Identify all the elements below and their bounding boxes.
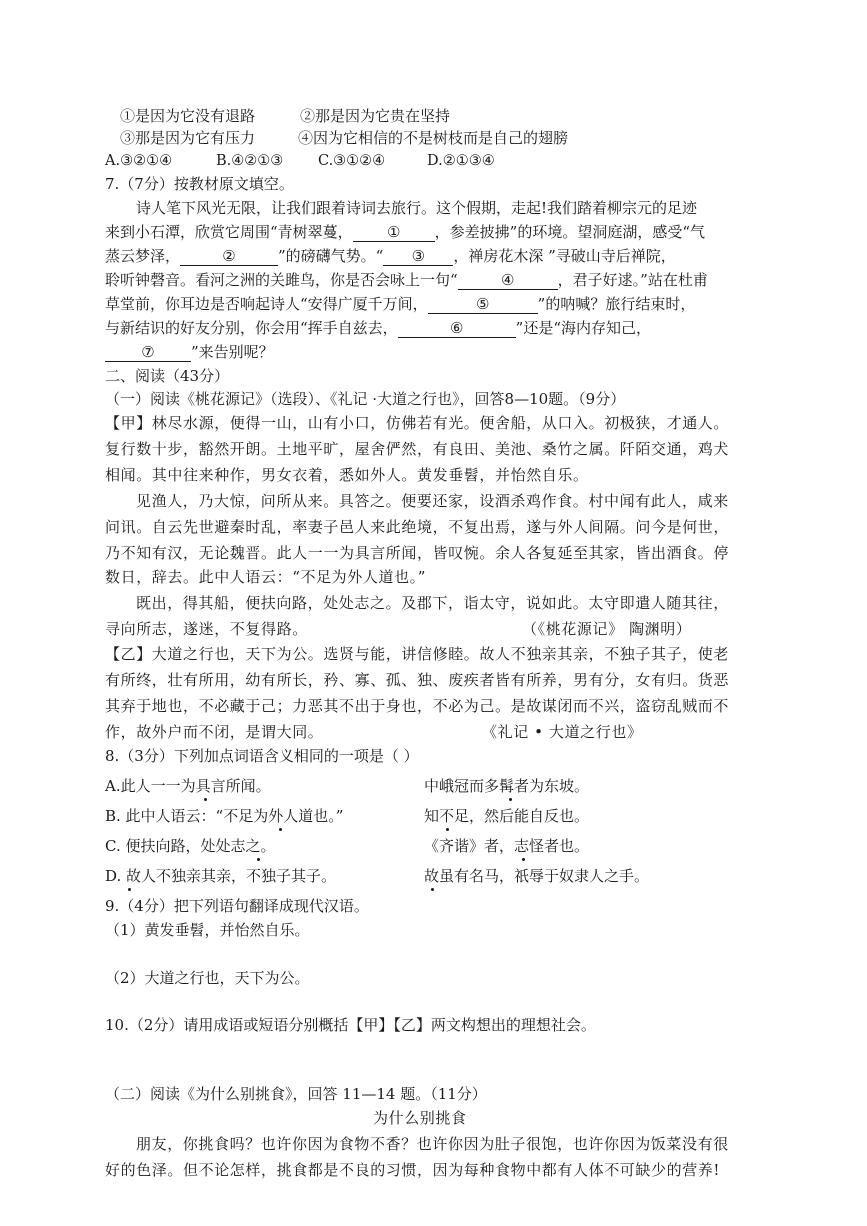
- q8-title: 8.（3分）下列加点词语含义相同的一项是（ ）: [105, 747, 419, 765]
- q7-line-3: 蒸云梦泽， ② ”的磅礴气势。“ ③ ，禅房花木深 ”寻破山寺后禅院，: [105, 247, 676, 265]
- q6-choice-d: D.②①③④: [427, 153, 495, 169]
- article-paragraph-line-1: 朋友，你挑食吗？也许你因为食物不香？也许你因为肚子很饱，也许你因为饭菜没有很: [136, 1135, 729, 1153]
- blank-1[interactable]: ①: [353, 223, 435, 242]
- q6-option-3: ③那是因为它有压力: [120, 129, 256, 147]
- q8-option-b-right: 知不足，然后能自反也。: [424, 807, 590, 825]
- yi-line-3: 其弃于地也，不必藏于己；力恶其不出于身也，不必为己。是故谋闭而不兴，盗窃乱贼而不: [105, 697, 730, 715]
- jia-line-5: 问讯。自云先世避秦时乱，率妻子邑人来此绝境，不复出焉，遂与外人间隔。问今是何世，: [105, 518, 730, 536]
- jia-line-1: 【甲】林尽水源，便得一山，山有小口，仿佛若有光。便舍船，从口入。初极狭，才通人。: [105, 414, 730, 432]
- q10-title: 10.（2分）请用成语或短语分别概括【甲】【乙】两文构想出的理想社会。: [105, 1016, 596, 1034]
- q9-sentence-1: （1）黄发垂髫，并怡然自乐。: [105, 921, 310, 939]
- blank-6[interactable]: ⑥: [398, 319, 516, 338]
- article-title: 为什么别挑食: [373, 1109, 467, 1127]
- jia-line-4: 见渔人，乃大惊，问所从来。具答之。便要还家，设酒杀鸡作食。村中闻有此人，咸来: [136, 492, 729, 510]
- yi-line-1: 【乙】大道之行也，天下为公。选贤与能，讲信修睦。故人不独亲其亲，不独子其子，使老: [105, 645, 730, 663]
- q7-line-4: 聆听钟磬音。看河之洲的关雎鸟，你是否会咏上一句“ ④ ，君子好逑。”站在杜甫: [105, 271, 708, 289]
- emphasis-dot: [432, 885, 433, 886]
- emphasis-dot: [280, 825, 281, 826]
- emphasis-dot: [447, 825, 448, 826]
- q7-line-2: 来到小石潭，欣赏它周围“青树翠蔓， ① ，参差披拂”的环境。望洞庭湖，感受“气: [105, 223, 706, 241]
- q8-option-d-left[interactable]: D. 故人不独亲其亲，不独子其子。: [105, 867, 337, 885]
- q8-option-c-right: 《齐谐》者，志怪者也。: [424, 837, 590, 855]
- emphasis-dot: [258, 855, 259, 856]
- q7-line-1: 诗人笔下风光无限，让我们跟着诗词去旅行。这个假期，走起!我们踏着柳宗元的足迹: [136, 199, 698, 217]
- q6-choice-a: A.③②①④: [105, 153, 173, 169]
- q7-title: 7.（7分）按教材原文填空。: [105, 175, 294, 193]
- blank-7[interactable]: ⑦: [105, 343, 191, 362]
- q6-option-2: ②那是因为它贵在坚持: [300, 107, 451, 125]
- emphasis-dot: [129, 885, 130, 886]
- jia-line-7: 数日，辞去。此中人语云：“不足为外人道也。”: [105, 568, 427, 586]
- emphasis-dot: [205, 795, 206, 796]
- yi-source: 《礼记 • 大道之行也》: [482, 723, 643, 741]
- q7-line-7: ⑦ ”来告别呢？: [105, 342, 274, 362]
- emphasis-dot: [510, 795, 511, 796]
- q7-line-5: 草堂前，你耳边是否响起诗人“安得广厦千万间， ⑤ ”的呐喊？旅行结束时，: [105, 295, 696, 313]
- blank-2[interactable]: ②: [180, 247, 278, 266]
- blank-5[interactable]: ⑤: [428, 295, 538, 314]
- q6-choice-b: B.④②①③: [216, 153, 284, 169]
- jia-line-6: 乃不知有汉，无论魏晋。此人一一为具言所闻，皆叹惋。余人各复延至其家，皆出酒食。停: [105, 544, 730, 562]
- jia-line-8: 既出，得其船，便扶向路，处处志之。及郡下，诣太守，说如此。太守即遣人随其往，: [136, 594, 729, 612]
- q9-sentence-2: （2）大道之行也，天下为公。: [105, 969, 310, 987]
- jia-source: （《桃花源记》 陶渊明）: [522, 620, 692, 638]
- q8-option-a-right: 中峨冠而多髯者为东坡。: [424, 777, 590, 795]
- q8-option-b-left[interactable]: B. 此中人语云：“不足为外人道也。”: [105, 807, 344, 825]
- part1-intro: （一）阅读《桃花源记》（选段）、《礼记 ·大道之行也》，回答8—10题。（9分）: [105, 390, 626, 408]
- section-2-heading: 二、阅读（43分）: [105, 367, 230, 385]
- article-paragraph-line-2: 好的色泽。但不论怎样，挑食都是不良的习惯，因为每种食物中都有人体不可缺少的营养!: [105, 1161, 721, 1179]
- q6-option-4: ④因为它相信的不是树枝而是自己的翅膀: [298, 129, 569, 147]
- q8-option-a-left[interactable]: A.此人一一为具言所闻。: [105, 777, 271, 795]
- blank-3[interactable]: ③: [383, 247, 453, 266]
- q6-option-1: ①是因为它没有退路: [120, 107, 256, 125]
- q8-option-d-right: 故虽有名马，祇辱于奴隶人之手。: [424, 867, 650, 885]
- emphasis-dot: [523, 855, 524, 856]
- blank-4[interactable]: ④: [458, 271, 558, 290]
- q9-title: 9.（4分）把下列语句翻译成现代汉语。: [105, 897, 369, 915]
- yi-line-4: 作，故外户而不闭，是谓大同。: [105, 723, 324, 741]
- jia-line-2: 复行数十步，豁然开朗。土地平旷，屋舍俨然，有良田、美池、桑竹之属。阡陌交通，鸡犬: [105, 440, 730, 458]
- q8-option-c-left[interactable]: C. 便扶向路，处处志之。: [105, 837, 276, 855]
- q6-choice-c: C.③①②④: [318, 153, 386, 169]
- yi-line-2: 有所终，壮有所用，幼有所长，矜、寡、孤、独、废疾者皆有所养，男有分，女有归。货恶: [105, 671, 730, 689]
- part2-intro: （二）阅读《为什么别挑食》，回答 11—14 题。（11分）: [105, 1085, 487, 1103]
- jia-line-9: 寻向所志，遂迷，不复得路。: [105, 620, 308, 638]
- jia-line-3: 相闻。其中往来种作，男女衣着，悉如外人。黄发垂髫，并怡然自乐。: [105, 466, 589, 484]
- q7-line-6: 与新结识的好友分别，你会用“挥手自兹去， ⑥ ”还是“海内存知己，: [105, 319, 652, 337]
